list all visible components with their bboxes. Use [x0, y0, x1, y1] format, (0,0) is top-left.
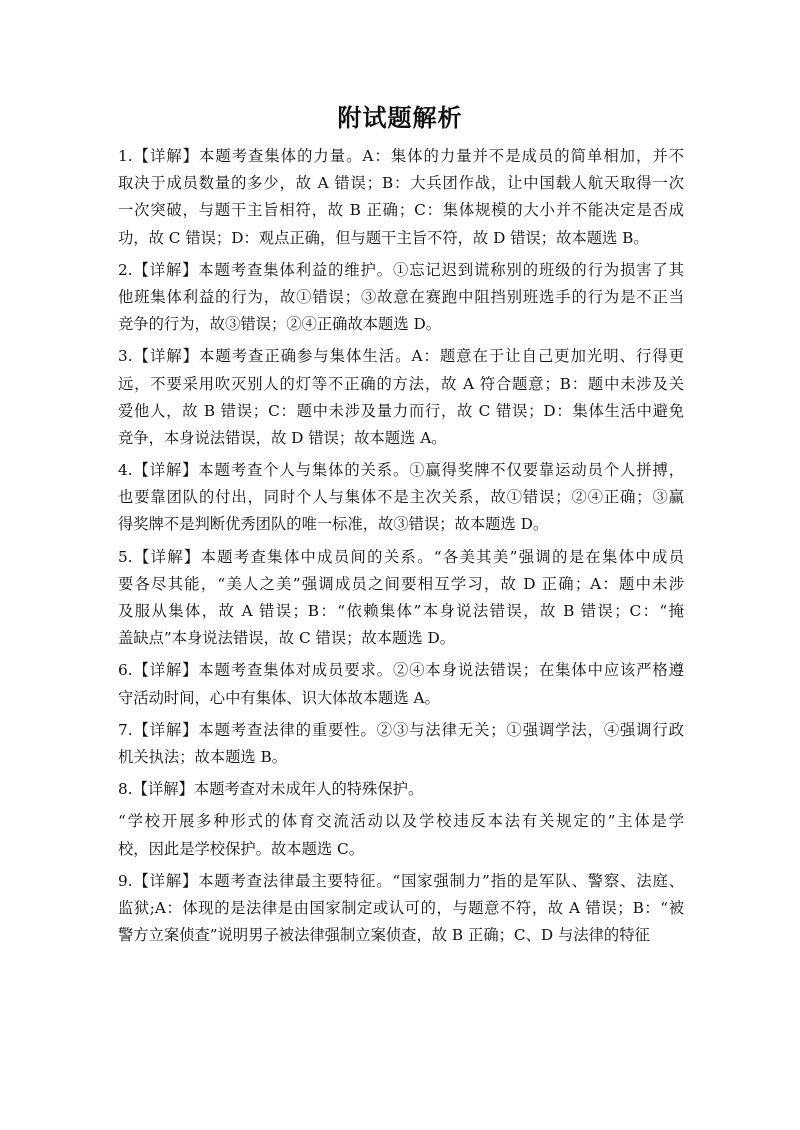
explanation-line: 监狱;A：体现的是法律是由国家制定或认可的，与题意不符，故 A 错误；B：“被: [118, 898, 684, 917]
explanation-line: 9.【详解】本题考查法律最主要特征。“国家强制力”指的是军队、警察、法庭、: [118, 871, 684, 890]
explanation-line: 一次突破，与题干主旨相符，故 B 正确；C：集体规模的大小并不能决定是否成: [118, 201, 684, 220]
explanation-line: 远，不要采用吹灭别人的灯等不正确的方法，故 A 符合题意；B：题中未涉及关: [118, 374, 684, 393]
explanation-line: 警方立案侦查”说明男子被法律强制立案侦查，故 B 正确；C、D 与法律的特征: [118, 926, 650, 945]
explanation-line: 8.【详解】本题考查对未成年人的特殊保护。: [118, 780, 424, 799]
explanation-item: [118, 717, 684, 771]
explanation-item: [118, 776, 684, 803]
explanation-line: 得奖牌不是判断优秀团队的唯一标准，故③错误；故本题选 D。: [118, 515, 549, 534]
explanation-line: 及服从集体，故 A 错误；B：“依赖集体”本身说法错误，故 B 错误；C：“掩: [118, 602, 684, 620]
explanation-item: [118, 808, 684, 862]
page-title: 附试题解析: [337, 104, 463, 132]
explanation-line: 6.【详解】本题考查集体对成员要求。②④本身说法错误；在集体中应该严格遵: [118, 661, 684, 680]
explanation-line: 功，故 C 错误；D：观点正确，但与题干主旨不符，故 D 错误；故本题选 B。: [118, 228, 649, 247]
explanation-line: 竞争，本身说法错误，故 D 错误；故本题选 A。: [118, 428, 447, 447]
explanation-line: 盖缺点”本身说法错误，故 C 错误；故本题选 D。: [118, 629, 456, 648]
explanation-line: 他班集体利益的行为，故①错误；③故意在赛跑中阻挡别班选手的行为是不正当: [118, 287, 684, 306]
answer-explanations: [118, 143, 684, 954]
explanation-line: 也要靠团队的付出，同时个人与集体不是主次关系，故①错误；②④正确；③赢: [118, 488, 684, 507]
explanation-item: [118, 343, 684, 452]
explanation-line: 要各尽其能，“美人之美”强调成员之间要相互学习，故 D 正确；A：题中未涉: [118, 574, 684, 593]
explanation-line: 3.【详解】本题考查正确参与集体生活。A：题意在于让自己更加光明、行得更: [118, 347, 684, 366]
explanation-item: [118, 457, 684, 539]
explanation-item: [118, 143, 684, 252]
explanation-item: [118, 657, 684, 711]
explanation-line: 竞争的行为，故③错误；②④正确故本题选 D。: [118, 315, 442, 334]
explanation-line: 爱他人，故 B 错误；C：题中未涉及量力而行，故 C 错误；D：集体生活中避免: [118, 401, 684, 420]
explanation-line: 机关执法；故本题选 B。: [118, 747, 288, 766]
explanation-line: 校，因此是学校保护。故本题选 C。: [118, 839, 365, 858]
explanation-item: [118, 868, 684, 950]
explanation-line: 4.【详解】本题考查个人与集体的关系。①赢得奖牌不仅要靠运动员个人拼搏，: [118, 461, 684, 480]
explanation-item: [118, 544, 684, 653]
explanation-item: [118, 257, 684, 339]
explanation-line: 取决于成员数量的多少，故 A 错误；B：大兵团作战，让中国载人航天取得一次: [118, 174, 684, 193]
explanation-line: 2.【详解】本题考查集体利益的维护。①忘记迟到谎称别的班级的行为损害了其: [118, 260, 684, 279]
explanation-line: 7.【详解】本题考查法律的重要性。②③与法律无关；①强调学法，④强调行政: [118, 720, 684, 739]
explanation-line: 5.【详解】本题考查集体中成员间的关系。“各美其美”强调的是在集体中成员: [118, 547, 684, 566]
explanation-line: “学校开展多种形式的体育交流活动以及学校违反本法有关规定的”主体是学: [118, 812, 684, 831]
explanation-line: 1.【详解】本题考查集体的力量。A：集体的力量并不是成员的简单相加，并不: [118, 147, 684, 165]
explanation-line: 守活动时间，心中有集体、识大体故本题选 A。: [118, 688, 440, 707]
